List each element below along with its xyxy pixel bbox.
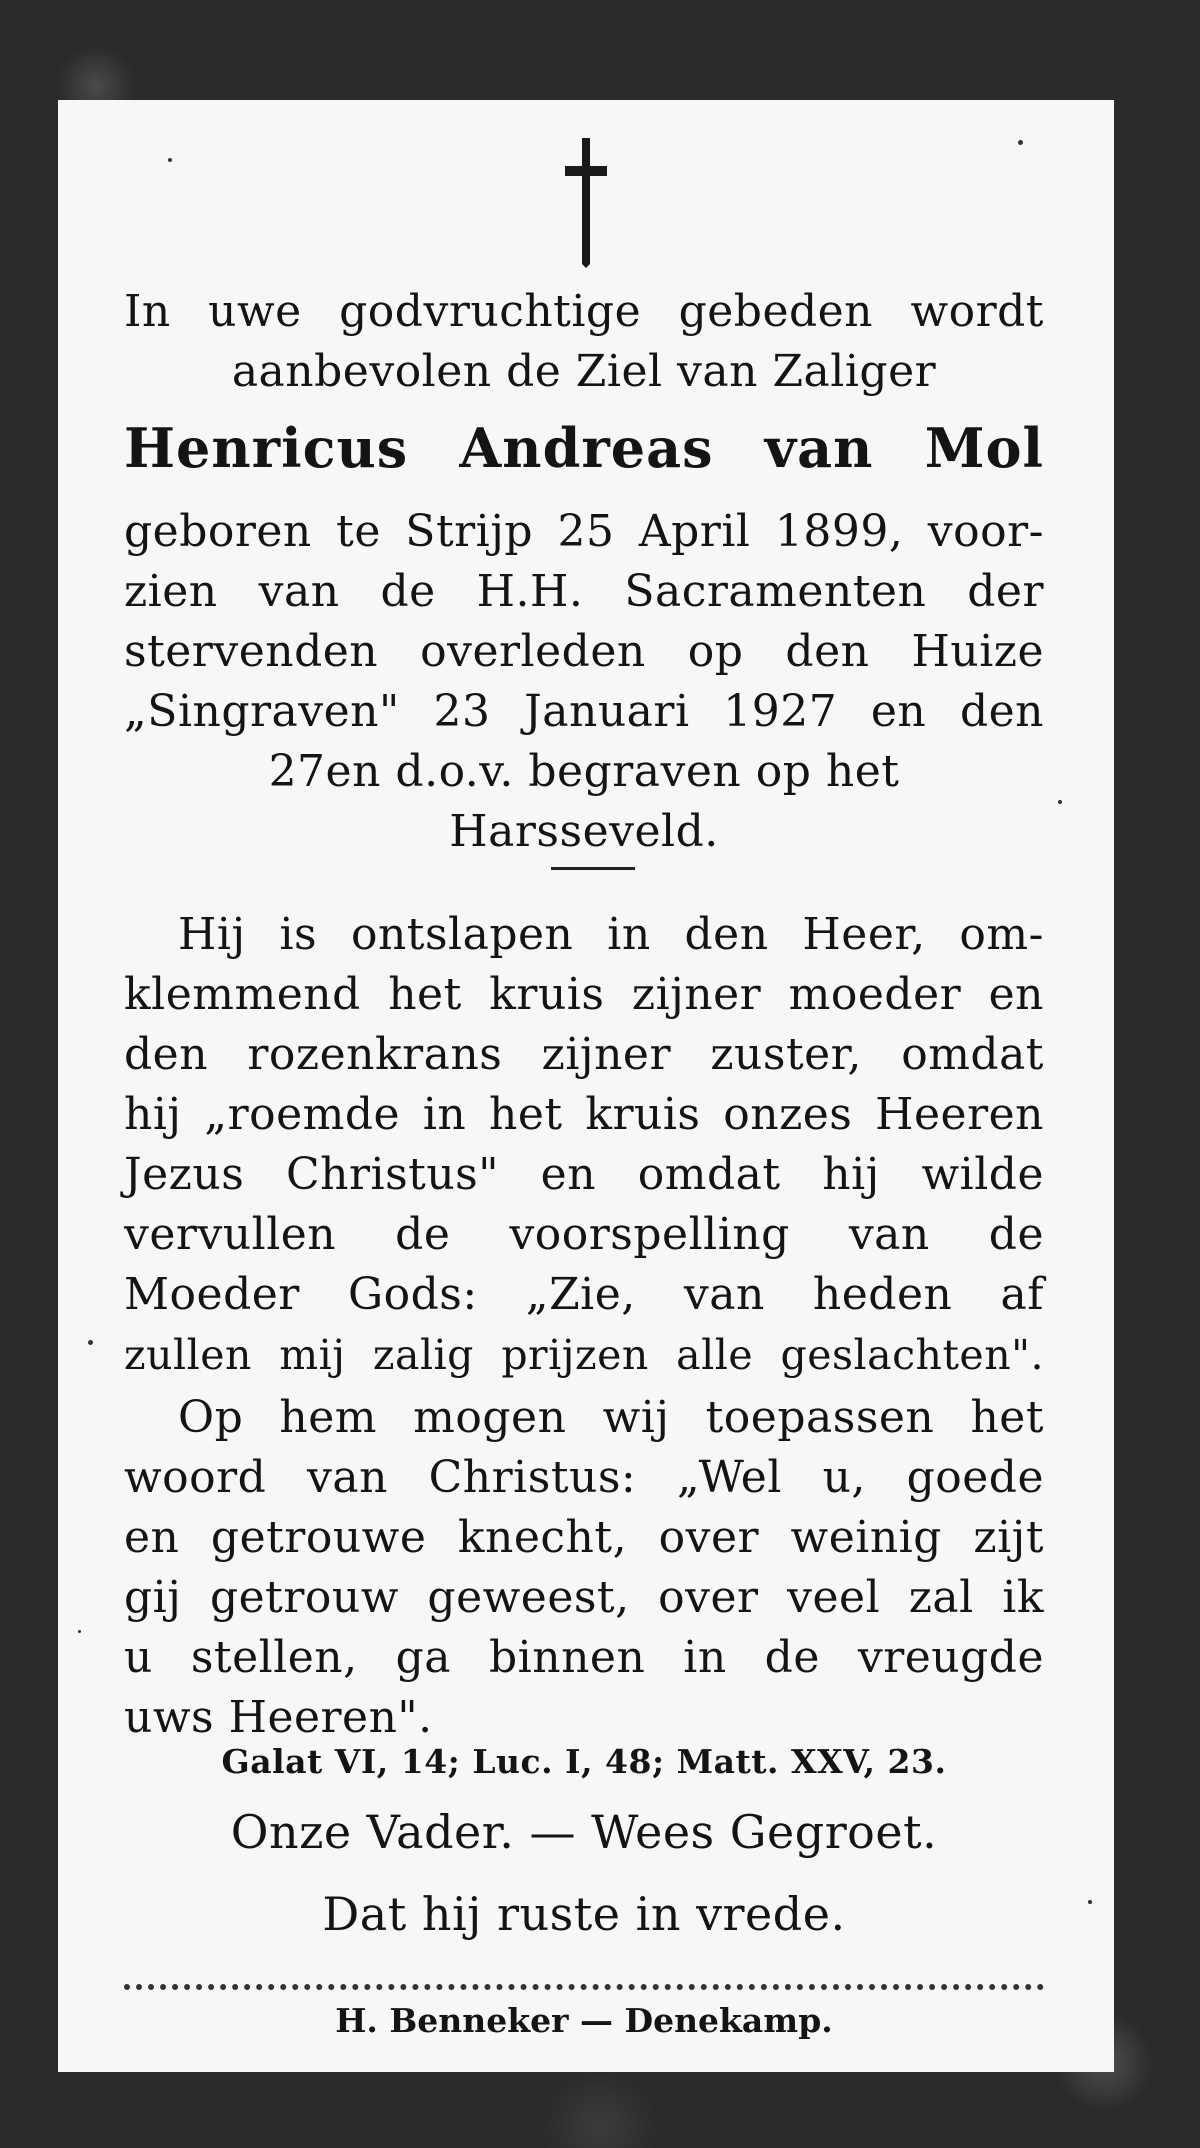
print-speck [78,1630,81,1633]
scripture-references: Galat VI, 14; Luc. I, 48; Matt. XXV, 23. [221,1742,947,1781]
intro-line: In uwe godvruchtige gebeden wordt [124,286,1044,337]
bio-line: zien van de H.H. Sacramenten der [124,566,1044,617]
print-speck [88,1340,93,1345]
paragraph-line: den rozenkrans zijner zuster, omdat [124,1029,1044,1080]
paragraph-line: Jezus Christus" en omdat hij wilde [124,1149,1044,1200]
cross-icon [563,138,609,268]
paragraph-line: klemmend het kruis zijner moeder en [124,969,1044,1020]
paragraph-line: woord van Christus: „Wel u, goede [124,1452,1044,1503]
biography [124,502,1044,862]
bio-line: „Singraven" 23 Januari 1927 en den [124,686,1044,737]
deceased-name: Henricus Andreas van Mol [124,416,1044,480]
dotted-rule [124,1984,1044,1990]
bio-line: stervenden overleden op den Huize [124,626,1044,677]
print-speck [1088,1900,1092,1904]
print-speck [1018,140,1023,145]
print-speck [168,158,172,162]
paragraph-line: hij „roemde in het kruis onzes Heeren [124,1089,1044,1140]
paragraph-line: zullen mij zalig prijzen alle geslachten". [124,1331,1044,1379]
paragraph-line: u stellen, ga binnen in de vreugde [124,1632,1044,1683]
prayer-line: Onze Vader. — Wees Gegroet. [230,1805,938,1859]
paragraph-2 [124,1388,1044,1748]
intro-text [124,282,1044,402]
paragraph-line: Hij is ontslapen in den Heer, om- [178,909,1044,960]
paragraph-line: vervullen de voorspelling van de [124,1209,1044,1260]
paragraph-line: uws Heeren". [124,1692,433,1743]
scripture-references-block [124,1740,1044,1784]
paragraph-line: Moeder Gods: „Zie, van heden af [124,1269,1044,1320]
deceased-name-block [124,412,1044,484]
card-paper [58,100,1114,2072]
print-speck [1058,800,1062,804]
bio-line: 27en d.o.v. begraven op het [268,746,900,797]
paragraph-line: en getrouwe knecht, over weinig zijt [124,1512,1044,1563]
separator-rule [551,867,635,870]
printer-credit: H. Benneker — Denekamp. [335,2001,833,2040]
paragraph-1 [124,905,1044,1385]
prayers [124,1800,1044,1946]
paragraph-line: Op hem mogen wij toepassen het [178,1392,1044,1443]
bio-line: geboren te Strijp 25 April 1899, voor- [124,506,1044,557]
bio-line: Harsseveld. [449,806,719,857]
prayer-line: Dat hij ruste in vrede. [322,1887,846,1941]
intro-line: aanbevolen de Ziel van Zaliger [231,346,937,397]
paragraph-line: gij getrouw geweest, over veel zal ik [124,1572,1044,1623]
